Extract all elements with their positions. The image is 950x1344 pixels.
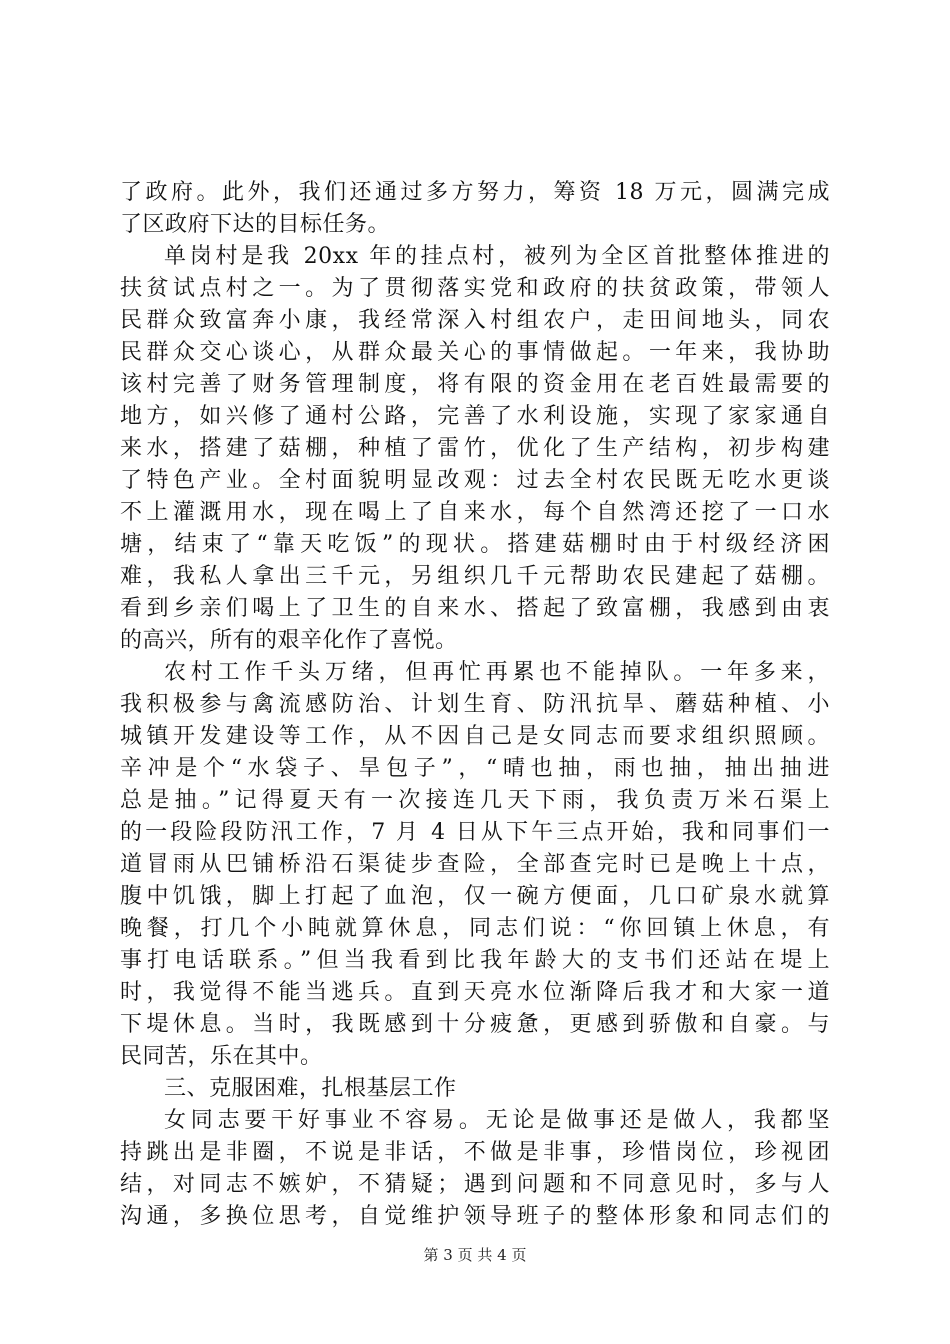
body-line: 晚餐，打几个小盹就算休息，同志们说：“你回镇上休息，有 bbox=[120, 916, 830, 941]
body-line: 的高兴，所有的艰辛化作了喜悦。 bbox=[120, 628, 458, 653]
body-line: 难，我私人拿出三千元，另组织几千元帮助农民建起了菇棚。 bbox=[120, 564, 830, 589]
body-line: 持跳出是非圈，不说是非话，不做是非事，珍惜岗位，珍视团 bbox=[120, 1140, 830, 1165]
body-line: 下堤休息。当时，我既感到十分疲惫，更感到骄傲和自豪。与 bbox=[120, 1012, 830, 1037]
paragraph-first-line: 女同志要干好事业不容易。无论是做事还是做人，我都坚 bbox=[164, 1108, 830, 1133]
body-line: 民群众致富奔小康，我经常深入村组农户，走田间地头，同农 bbox=[120, 308, 830, 333]
body-line: 了区政府下达的目标任务。 bbox=[120, 212, 391, 237]
body-line: 看到乡亲们喝上了卫生的自来水、搭起了致富棚，我感到由衷 bbox=[120, 596, 830, 621]
body-line: 民群众交心谈心，从群众最关心的事情做起。一年来，我协助 bbox=[120, 340, 830, 365]
body-line: 我积极参与禽流感防治、计划生育、防汛抗旱、蘑菇种植、小 bbox=[120, 692, 830, 717]
body-line: 民同苦，乐在其中。 bbox=[120, 1044, 323, 1069]
body-line: 时，我觉得不能当逃兵。直到天亮水位渐降后我才和大家一道 bbox=[120, 980, 830, 1005]
page-footer: 第 3 页 共 4 页 bbox=[423, 1246, 527, 1264]
body-line: 塘，结束了“靠天吃饭”的现状。搭建菇棚时由于村级经济困 bbox=[120, 532, 830, 557]
body-line: 该村完善了财务管理制度，将有限的资金用在老百姓最需要的 bbox=[120, 372, 830, 397]
body-line: 总是抽。”记得夏天有一次接连几天下雨，我负责万米石渠上 bbox=[120, 788, 830, 813]
body-line: 沟通，多换位思考，自觉维护领导班子的整体形象和同志们的 bbox=[120, 1204, 830, 1229]
body-line: 辛冲是个“水袋子、旱包子”，“晴也抽，雨也抽，抽出抽进 bbox=[120, 756, 830, 781]
body-line: 结，对同志不嫉妒，不猜疑；遇到问题和不同意见时，多与人 bbox=[120, 1172, 830, 1197]
body-line: 不上灌溉用水，现在喝上了自来水，每个自然湾还挖了一口水 bbox=[120, 500, 830, 525]
body-line: 了特色产业。全村面貌明显改观：过去全村农民既无吃水更谈 bbox=[120, 468, 830, 493]
body-line: 腹中饥饿，脚上打起了血泡，仅一碗方便面，几口矿泉水就算 bbox=[120, 884, 830, 909]
body-line: 事打电话联系。”但当我看到比我年龄大的支书们还站在堤上 bbox=[120, 948, 830, 973]
body-line: 了政府。此外，我们还通过多方努力，筹资 18 万元，圆满完成 bbox=[120, 180, 830, 205]
body-line: 地方，如兴修了通村公路，完善了水利设施，实现了家家通自 bbox=[120, 404, 830, 429]
body-line: 道冒雨从巴铺桥沿石渠徒步查险，全部查完时已是晚上十点， bbox=[120, 852, 830, 877]
body-line: 城镇开发建设等工作，从不因自己是女同志而要求组织照顾。 bbox=[120, 724, 830, 749]
body-line: 的一段险段防汛工作，7 月 4 日从下午三点开始，我和同事们一 bbox=[120, 820, 830, 845]
body-line: 扶贫试点村之一。为了贯彻落实党和政府的扶贫政策，带领人 bbox=[120, 276, 830, 301]
paragraph-first-line: 单岗村是我 20xx 年的挂点村，被列为全区首批整体推进的 bbox=[164, 244, 830, 269]
paragraph-first-line: 农村工作千头万绪，但再忙再累也不能掉队。一年多来， bbox=[164, 660, 830, 685]
section-heading: 三、克服困难，扎根基层工作 bbox=[164, 1076, 457, 1101]
body-line: 来水，搭建了菇棚，种植了雷竹，优化了生产结构，初步构建 bbox=[120, 436, 830, 461]
